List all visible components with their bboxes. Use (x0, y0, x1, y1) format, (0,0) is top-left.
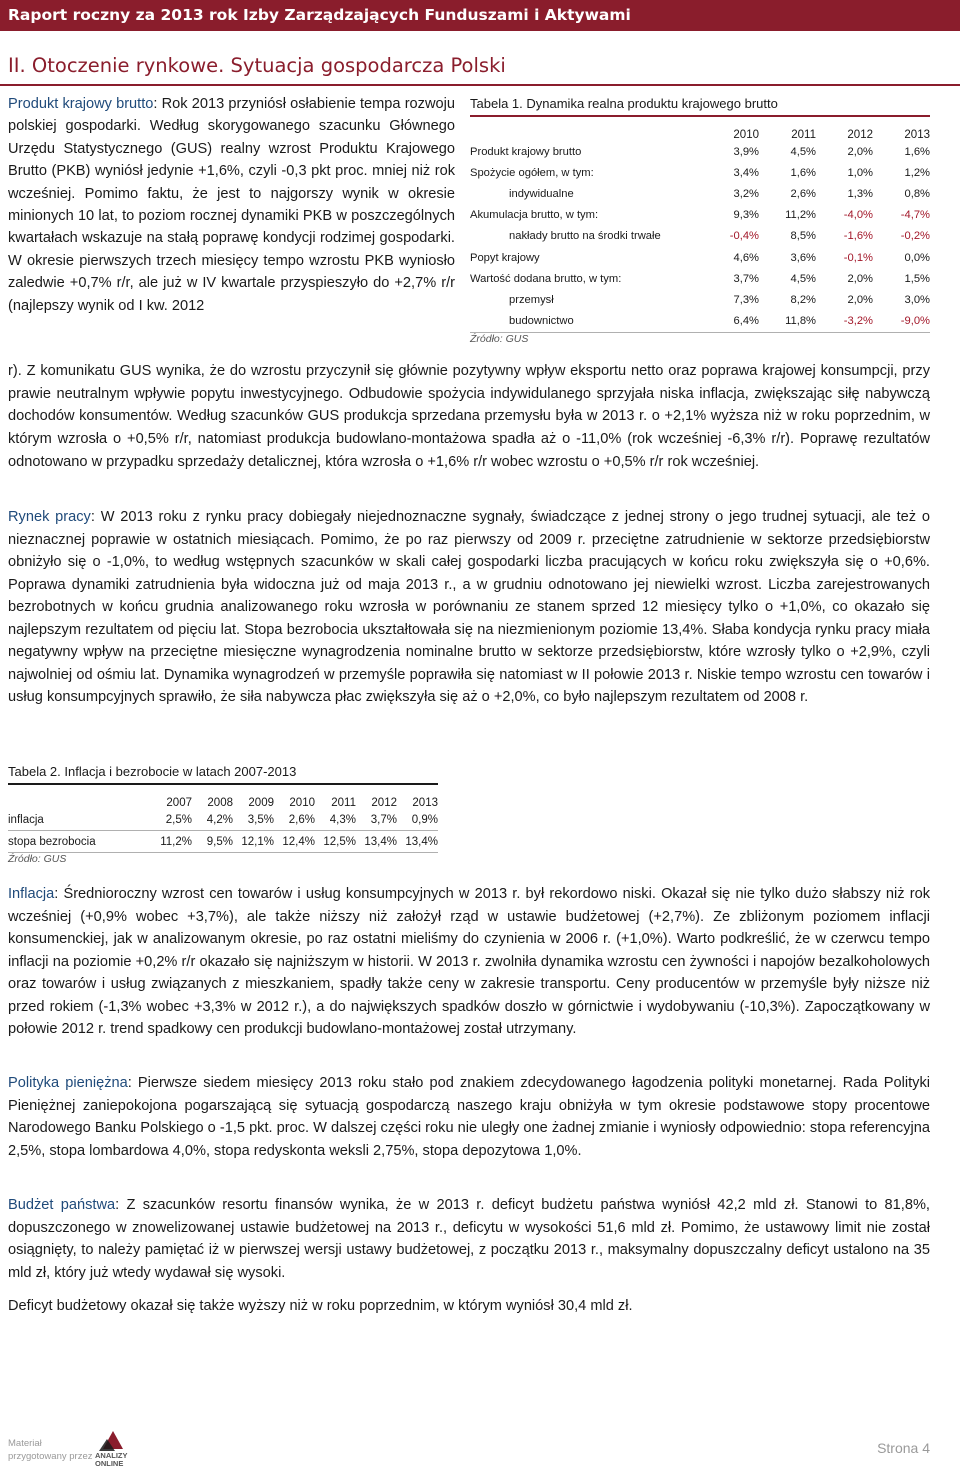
cell-value: -3,2% (843, 315, 873, 328)
cell-value: 3,2% (733, 187, 759, 200)
cell-value: 2,6% (790, 187, 816, 200)
cell-value: 1,3% (847, 187, 873, 200)
table1-body (470, 141, 930, 333)
table1-year: 2012 (847, 129, 873, 141)
table1-year: 2010 (733, 129, 759, 141)
prepared-line-1: Materiał (8, 1438, 42, 1449)
cell-value: 2,0% (847, 272, 873, 285)
labor-text: : W 2013 roku z rynku pracy dobiegały niejednoznaczne sygnały, świadczące z jednej strony o jego trudnej sytuacji, ale też o nieznacznej poprawie w ostatnich miesiącach. Pomimo, że po raz pierwszy od 2009 r. przeciętne zatrudnienie w sektorze przedsiębiorstw obniżyło się o -1,0%, to według wstępnych szacunków w skali całej gospodarki liczba pracujących w końcu roku zwiększyła się o +0,6%. Poprawa dynamiki zatrudnienia była widoczna już od maja 2013 r., a w grudniu odnotowano jej niewielki wzrost. Liczba zarejestrowanych bezrobotnych w końcu grudnia analizowanego roku wzrosła w porównaniu ze stanem sprzed 12 miesięcy tylko o +1,0%, co okazało się najlepszym rezultatem od pięciu lat. Stopa bezrobocia ukształtowała się na niezmienionym poziomie 13,4%. Słaba kondycja rynku pracy miała negatywny wpływ na przeciętne miesięczne wynagrodzenia nominalne brutto w sektorze przedsiębiorstw, które wzrosły tylko o +2,9%, czyli najwolniej od ośmiu lat. Dynamika wynagrodzeń w przemyśle poprawiła się natomiast w II połowie 2013 r. Niskie tempo wzrostu cen towarów i usług konsumpcyjnych sprawiło, że siła nabywcza płac zwiększyła się aż o +2,0%, co było najlepszym rezultatem od 2008 r. (8, 509, 930, 705)
cell-value: -1,6% (843, 230, 873, 243)
table2-year: 2012 (371, 797, 397, 809)
labor-paragraph (8, 506, 930, 709)
table-row (470, 183, 930, 204)
budget-text: : Z szacunków resortu finansów wynika, że w 2013 r. deficyt budżetu państwa wyniósł 42,2 mld zł. Stanowi to 81,8%, dopuszczonego w znowelizowanej ustawie budżetowej na 2013 r., deficytu w wysokości 51,6 mld zł. Pomimo, że ustawowy limit nie został osiągnięty, to należy pamiętać iż w pierwszej wersji ustawy budżetowej, z początku 2013 r., maksymalny dopuszczalny deficyt ustalono na 35 mld zł, który już wtedy wydawał się wysoki. (8, 1197, 930, 1281)
cell-value: 4,6% (733, 251, 759, 264)
cell-value: 11,2% (160, 835, 192, 848)
cell-value: 3,0% (904, 293, 930, 306)
cell-value: 1,2% (904, 166, 930, 179)
cell-value: 3,9% (733, 145, 759, 158)
table2-header-row (8, 785, 438, 809)
section-title: II. Otoczenie rynkowe. Sytuacja gospodarcza Polski (8, 54, 506, 77)
cell-value: 4,5% (790, 272, 816, 285)
row-label: Spożycie ogółem, w tym: (470, 166, 594, 179)
table1-source: Źródło: GUS (470, 332, 529, 345)
table-row (470, 268, 930, 289)
cell-value: 9,5% (206, 835, 233, 848)
budget-paragraph-2: Deficyt budżetowy okazał się także wyższy niż w roku poprzednim, w którym wyniósł 30,4 mld zł. (8, 1298, 633, 1314)
cell-value: 1,0% (847, 166, 873, 179)
cell-value: 2,0% (847, 145, 873, 158)
inflation-paragraph (8, 883, 930, 1041)
cell-value: 12,1% (241, 835, 274, 848)
monetary-heading: Polityka pieniężna (8, 1075, 128, 1091)
table1-year: 2011 (791, 129, 816, 141)
table-row (470, 162, 930, 183)
cell-value: 8,5% (790, 230, 816, 243)
cell-value: 11,8% (785, 315, 816, 328)
cell-value: 11,2% (785, 209, 816, 222)
inflation-heading: Inflacja (8, 886, 55, 902)
table2-title: Tabela 2. Inflacja i bezrobocie w latach 2007-2013 (8, 764, 297, 779)
cell-value: 3,7% (370, 813, 397, 826)
row-label: stopa bezrobocia (8, 835, 96, 848)
cell-value: 3,5% (247, 813, 274, 826)
cell-value: 6,4% (733, 315, 759, 328)
prepared-line-2: przygotowany przez (8, 1451, 93, 1462)
monetary-paragraph (8, 1072, 930, 1162)
table-row (470, 205, 930, 226)
cell-value: 0,9% (411, 813, 438, 826)
prepared-by-label (8, 1437, 92, 1463)
cell-value: 0,0% (904, 251, 930, 264)
cell-value: 3,7% (733, 272, 759, 285)
cell-value: 1,5% (904, 272, 930, 285)
cell-value: 1,6% (904, 145, 930, 158)
logo-wordmark (95, 1452, 128, 1468)
cell-value: 13,4% (364, 835, 397, 848)
row-label: inflacja (8, 813, 44, 826)
cell-value: 4,2% (206, 813, 233, 826)
page-number: Strona 4 (877, 1440, 930, 1456)
table2-year: 2009 (248, 797, 274, 809)
budget-paragraph (8, 1194, 930, 1284)
report-banner: Raport roczny za 2013 rok Izby Zarządzających Funduszami i Aktywami (0, 0, 960, 31)
logo-line-1: ANALIZY (95, 1451, 128, 1460)
table-inflation-unemployment (8, 761, 438, 865)
table-row (470, 289, 930, 310)
table2-year: 2010 (289, 797, 315, 809)
cell-value: 2,6% (288, 813, 315, 826)
table-row (8, 809, 438, 831)
row-label: Wartość dodana brutto, w tym: (470, 272, 622, 285)
cell-value: 4,3% (329, 813, 356, 826)
table2-year: 2011 (331, 797, 356, 809)
cell-value: 2,0% (847, 293, 873, 306)
row-label: Akumulacja brutto, w tym: (470, 209, 599, 222)
logo-line-2: ONLINE (95, 1459, 124, 1468)
cell-value: 4,5% (790, 145, 816, 158)
table1-year: 2013 (904, 129, 930, 141)
table-row (8, 831, 438, 853)
cell-value: 3,4% (733, 166, 759, 179)
row-label: nakłady brutto na środki trwałe (509, 230, 661, 243)
budget-heading: Budżet państwa (8, 1197, 116, 1213)
table1-header-row (470, 117, 930, 141)
table-row (470, 247, 930, 268)
cell-value: 3,6% (790, 251, 816, 264)
cell-value: -0,4% (729, 230, 759, 243)
row-label: przemysł (509, 293, 554, 306)
cell-value: 8,2% (790, 293, 816, 306)
table2-body (8, 809, 438, 853)
table-row (470, 141, 930, 162)
row-label: Produkt krajowy brutto (470, 145, 582, 158)
table2-year: 2007 (166, 797, 192, 809)
pkb-heading: Produkt krajowy brutto (8, 96, 154, 112)
pkb-paragraph (8, 93, 455, 317)
cell-value: 12,5% (323, 835, 356, 848)
cell-value: 12,4% (282, 835, 315, 848)
table-row (470, 311, 930, 333)
table1-title: Tabela 1. Dynamika realna produktu krajowego brutto (470, 96, 778, 111)
cell-value: -0,1% (843, 251, 873, 264)
table-row (470, 226, 930, 247)
row-label: Popyt krajowy (470, 251, 540, 264)
table-gdp-dynamics (470, 93, 930, 345)
cell-value: 13,4% (405, 835, 438, 848)
row-label: budownictwo (509, 315, 574, 328)
cell-value: 0,8% (904, 187, 930, 200)
cell-value: -9,0% (900, 315, 930, 328)
labor-heading: Rynek pracy (8, 509, 91, 525)
inflation-text: : Średnioroczny wzrost cen towarów i usług konsumpcyjnych w 2013 r. był rekordowo niski. Okazał się nie tylko dużo słabszy niż rok wcześniej (+0,9% wobec +3,7%), ale także niższy niż założył rząd w ustawie budżetowej (+2,7%). Ze zbliżonym poziomem inflacji konsumenckiej, jak w analizowanym okresie, po raz ostatni mieliśmy do czynienia w 2006 r. (+1,0%). Warto podkreślić, że w czerwcu tempo inflacji na poziomie +0,2% r/r okazało się najniższym w historii. W 2013 r. zwolniła dynamika wzrostu cen żywności i napojów bezalkoholowych oraz towarów i usług związanych z mieszkaniem, spadły także ceny w zakresie transportu. Ceny producentów w przemyśle były niższe niż przed rokiem (-1,3% wobec +3,3% w 2012 r.), a do największych spadków doszło w górnictwie i wydobywaniu (-10,3%). Zapoczątkowany w połowie 2012 r. trend spadkowy cen produkcji budowlano-montażowej został utrzymany. (8, 886, 930, 1037)
monetary-text: : Pierwsze siedem miesięcy 2013 roku stało pod znakiem zdecydowanego łagodzenia polityki monetarnej. Rada Polityki Pieniężnej zaniepokojona pogarszającą się sytuacją gospodarczą naszego kraju obniżyła w tym okresie podstawowe stopy procentowe Narodowego Banku Polskiego o -1,5 pkt. proc. W dalszej części roku nie uległy one żadnej zmianie i wyniosły odpowiednio: stopa referencyjna 2,5%, stopa lombardowa 4,0%, stopa redyskonta weksli 2,75%, stopa depozytowa 1,0%. (8, 1075, 930, 1159)
cell-value: 7,3% (733, 293, 759, 306)
table2-source: Źródło: GUS (8, 853, 67, 865)
pkb-paragraph-continued: r). Z komunikatu GUS wynika, że do wzrostu przyczynił się głównie pozytywny wpływ eksportu netto oraz poprawa krajowej konsumpcji, przy prawie neutralnym wpływie popytu inwestycyjnego. Odbudowie spożycia indywidulanego sprzyjała niska inflacja, zwiększając siłę nabywczą dochodów konsumentów. Według szacunków GUS produkcja sprzedana przemysłu była w 2013 r. o +2,1% wyższa niż w roku poprzednim, w którym wzrosła o +0,5% r/r, natomiast produkcja budowlano-montażowa spadła aż o -11,0% (rok wcześniej -6,3% r/r). Poprawę rezultatów odnotowano w przypadku sprzedaży detalicznej, która wzrosła o +1,6% r/r wobec wzrostu o +0,5% r/r rok wcześniej. (8, 363, 930, 470)
cell-value: 1,6% (790, 166, 816, 179)
table2-year: 2013 (412, 797, 438, 809)
cell-value: 9,3% (733, 209, 759, 222)
pkb-text-left: : Rok 2013 przyniósł osłabienie tempa rozwoju polskiej gospodarki. Według skorygowanego szacunku Głównego Urzędu Statystycznego (GUS) realny wzrost Produktu Krajowego Brutto (PKB) wyniósł jedynie +1,6%, czyli -0,3 pkt proc. mniej niż rok wcześniej. Pomimo faktu, że jest to najgorszy wynik w okresie minionych 10 lat, to poziom rocznej dynamiki PKB w poszczególnych kwartałach wskazuje na stałą poprawę kondycji rodzimej gospodarki. W okresie pierwszych trzech miesięcy tempo wzrostu PKB wyniosło zaledwie +0,7% r/r, ale już w IV kwartale przyspieszyło do +2,7% r/r (najlepszy wynik od I kw. 2012 (8, 96, 455, 314)
cell-value: -0,2% (900, 230, 930, 243)
cell-value: -4,7% (900, 209, 930, 222)
cell-value: 2,5% (165, 813, 192, 826)
row-label: indywidualne (509, 187, 574, 200)
table2-year: 2008 (207, 797, 233, 809)
cell-value: -4,0% (843, 209, 873, 222)
section-divider (0, 84, 960, 86)
